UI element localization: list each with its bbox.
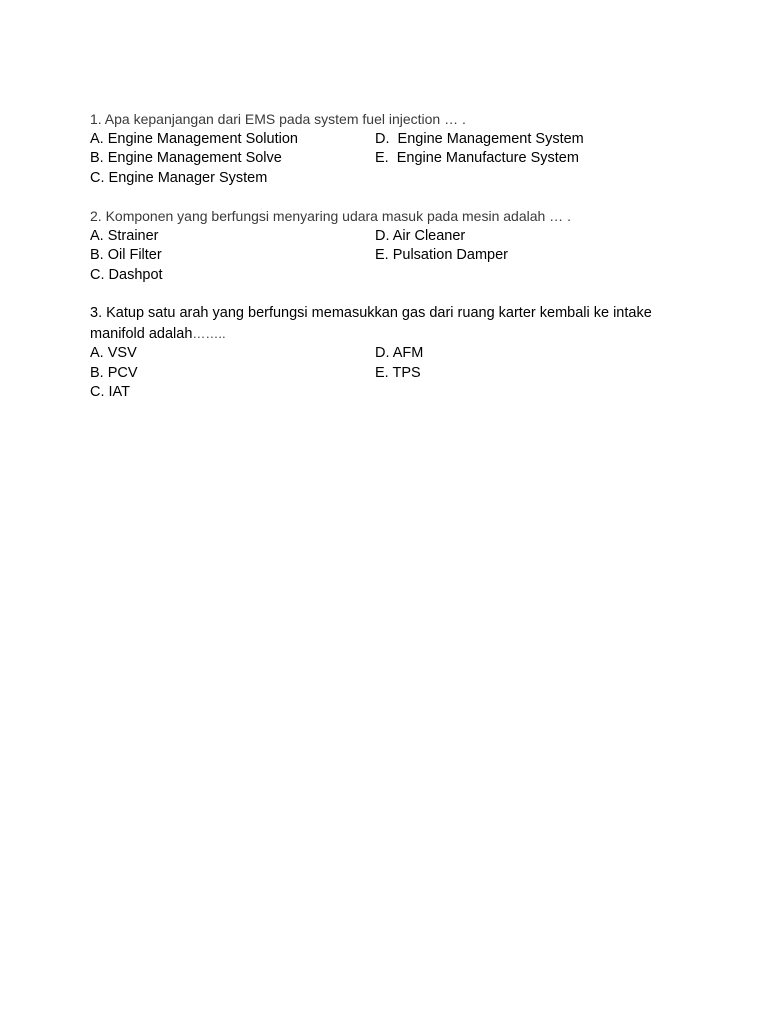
quiz-page — [90, 110, 690, 422]
option-c: C. Engine Manager System — [90, 169, 268, 186]
option-d: D. AFM — [375, 345, 424, 361]
option-b: B. PCV — [90, 364, 138, 381]
option-a: A. Strainer — [90, 227, 159, 244]
answer-options — [90, 130, 690, 189]
question-stem — [90, 304, 690, 344]
question-stem-line-2 — [90, 324, 690, 345]
option-a: A. Engine Management Solution — [90, 130, 298, 147]
question-stem: 2. Komponen yang berfungsi menyaring udara masuk pada mesin adalah … . — [90, 208, 571, 224]
option-c: C. IAT — [90, 384, 131, 400]
option-b: B. Oil Filter — [90, 247, 162, 263]
option-e: E. Engine Manufacture System — [375, 150, 579, 166]
option-c: C. Dashpot — [90, 266, 163, 283]
option-d: D. Air Cleaner — [375, 227, 466, 244]
answer-options — [90, 344, 690, 403]
option-d: D. Engine Management System — [375, 130, 584, 147]
question-stem: 1. Apa kepanjangan dari EMS pada system fuel injection … . — [90, 111, 466, 127]
question-2 — [90, 207, 690, 285]
option-e: E. TPS — [375, 364, 421, 381]
question-stem-ellipsis: …….. — [192, 325, 226, 341]
question-3 — [90, 304, 690, 403]
option-a: A. VSV — [90, 345, 137, 361]
option-b: B. Engine Management Solve — [90, 150, 282, 166]
question-1 — [90, 110, 690, 188]
answer-options — [90, 227, 690, 286]
option-e: E. Pulsation Damper — [375, 247, 508, 263]
question-stem-text: manifold adalah — [90, 325, 193, 342]
question-stem-line-1: 3. Katup satu arah yang berfungsi memasukkan gas dari ruang karter kembali ke intake — [90, 305, 652, 321]
